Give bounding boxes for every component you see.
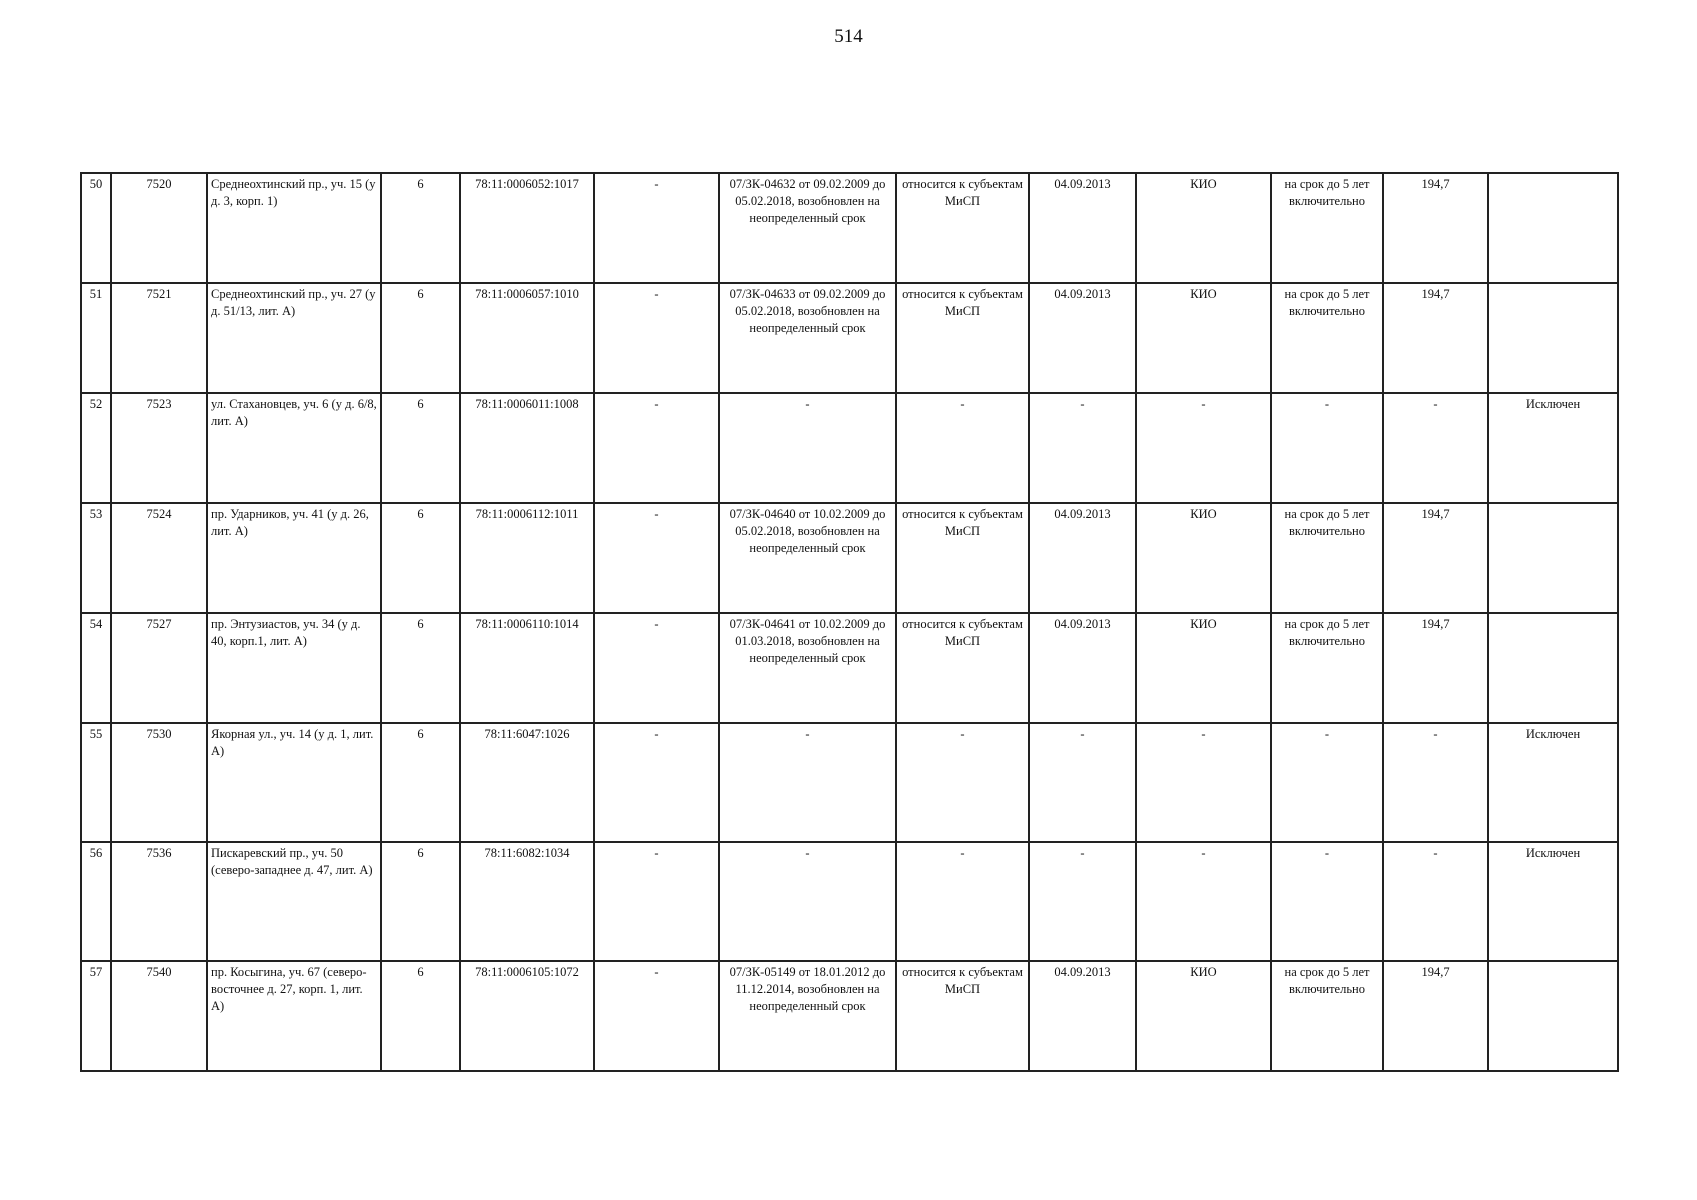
code-cell: 7524: [111, 503, 207, 613]
note-cell: Исключен: [1488, 842, 1618, 961]
category-cell: относится к субъектам МиСП: [896, 173, 1029, 283]
note-cell: [1488, 503, 1618, 613]
dash-cell: -: [594, 393, 719, 503]
term-cell: -: [1271, 842, 1383, 961]
organization-cell: КИО: [1136, 503, 1271, 613]
dash-cell: -: [594, 842, 719, 961]
row-number-cell: 50: [81, 173, 111, 283]
contract-cell: 07/ЗК-04632 от 09.02.2009 до 05.02.2018, возобновлен на неопределенный срок: [719, 173, 896, 283]
contract-cell: -: [719, 393, 896, 503]
address-cell: Среднеохтинский пр., уч. 27 (у д. 51/13, лит. А): [207, 283, 381, 393]
table-row: [81, 393, 1618, 503]
cadastral-number-cell: 78:11:0006011:1008: [460, 393, 594, 503]
address-cell: ул. Стахановцев, уч. 6 (у д. 6/8, лит. А): [207, 393, 381, 503]
address-cell: пр. Косыгина, уч. 67 (северо-восточнее д. 27, корп. 1, лит. А): [207, 961, 381, 1071]
cadastral-number-cell: 78:11:0006105:1072: [460, 961, 594, 1071]
row-number-cell: 54: [81, 613, 111, 723]
code-cell: 7523: [111, 393, 207, 503]
row-number-cell: 51: [81, 283, 111, 393]
table-body: [81, 173, 1618, 1071]
cadastral-number-cell: 78:11:0006057:1010: [460, 283, 594, 393]
zone-cell: 6: [381, 723, 460, 842]
category-cell: -: [896, 393, 1029, 503]
table-row: [81, 283, 1618, 393]
area-cell: 194,7: [1383, 283, 1488, 393]
address-cell: пр. Ударников, уч. 41 (у д. 26, лит. А): [207, 503, 381, 613]
date-cell: 04.09.2013: [1029, 173, 1136, 283]
registry-table: [80, 172, 1619, 1072]
organization-cell: КИО: [1136, 173, 1271, 283]
area-cell: -: [1383, 842, 1488, 961]
table-row: [81, 173, 1618, 283]
row-number-cell: 56: [81, 842, 111, 961]
area-cell: -: [1383, 393, 1488, 503]
dash-cell: -: [594, 503, 719, 613]
organization-cell: КИО: [1136, 283, 1271, 393]
date-cell: 04.09.2013: [1029, 503, 1136, 613]
category-cell: относится к субъектам МиСП: [896, 283, 1029, 393]
contract-cell: 07/ЗК-04633 от 09.02.2009 до 05.02.2018, возобновлен на неопределенный срок: [719, 283, 896, 393]
code-cell: 7530: [111, 723, 207, 842]
date-cell: 04.09.2013: [1029, 961, 1136, 1071]
code-cell: 7520: [111, 173, 207, 283]
contract-cell: -: [719, 842, 896, 961]
note-cell: [1488, 173, 1618, 283]
code-cell: 7540: [111, 961, 207, 1071]
area-cell: 194,7: [1383, 613, 1488, 723]
organization-cell: -: [1136, 842, 1271, 961]
term-cell: -: [1271, 723, 1383, 842]
note-cell: Исключен: [1488, 393, 1618, 503]
organization-cell: КИО: [1136, 961, 1271, 1071]
row-number-cell: 55: [81, 723, 111, 842]
page-number: 514: [834, 26, 863, 47]
address-cell: Пискаревский пр., уч. 50 (северо-западнее д. 47, лит. А): [207, 842, 381, 961]
term-cell: на срок до 5 лет включительно: [1271, 961, 1383, 1071]
organization-cell: -: [1136, 723, 1271, 842]
contract-cell: 07/ЗК-04640 от 10.02.2009 до 05.02.2018, возобновлен на неопределенный срок: [719, 503, 896, 613]
cadastral-number-cell: 78:11:6047:1026: [460, 723, 594, 842]
note-cell: [1488, 961, 1618, 1071]
category-cell: относится к субъектам МиСП: [896, 613, 1029, 723]
area-cell: 194,7: [1383, 961, 1488, 1071]
date-cell: 04.09.2013: [1029, 283, 1136, 393]
contract-cell: -: [719, 723, 896, 842]
table-row: [81, 961, 1618, 1071]
zone-cell: 6: [381, 613, 460, 723]
area-cell: -: [1383, 723, 1488, 842]
category-cell: -: [896, 723, 1029, 842]
area-cell: 194,7: [1383, 173, 1488, 283]
term-cell: на срок до 5 лет включительно: [1271, 613, 1383, 723]
note-cell: [1488, 613, 1618, 723]
zone-cell: 6: [381, 961, 460, 1071]
area-cell: 194,7: [1383, 503, 1488, 613]
dash-cell: -: [594, 961, 719, 1071]
cadastral-number-cell: 78:11:0006052:1017: [460, 173, 594, 283]
contract-cell: 07/ЗК-04641 от 10.02.2009 до 01.03.2018, возобновлен на неопределенный срок: [719, 613, 896, 723]
dash-cell: -: [594, 723, 719, 842]
code-cell: 7527: [111, 613, 207, 723]
note-cell: Исключен: [1488, 723, 1618, 842]
dash-cell: -: [594, 613, 719, 723]
dash-cell: -: [594, 283, 719, 393]
date-cell: -: [1029, 393, 1136, 503]
term-cell: на срок до 5 лет включительно: [1271, 503, 1383, 613]
date-cell: -: [1029, 723, 1136, 842]
table-row: [81, 503, 1618, 613]
term-cell: на срок до 5 лет включительно: [1271, 173, 1383, 283]
category-cell: относится к субъектам МиСП: [896, 961, 1029, 1071]
code-cell: 7521: [111, 283, 207, 393]
organization-cell: КИО: [1136, 613, 1271, 723]
row-number-cell: 53: [81, 503, 111, 613]
row-number-cell: 57: [81, 961, 111, 1071]
table-row: [81, 842, 1618, 961]
term-cell: -: [1271, 393, 1383, 503]
cadastral-number-cell: 78:11:0006112:1011: [460, 503, 594, 613]
category-cell: относится к субъектам МиСП: [896, 503, 1029, 613]
organization-cell: -: [1136, 393, 1271, 503]
row-number-cell: 52: [81, 393, 111, 503]
date-cell: -: [1029, 842, 1136, 961]
address-cell: пр. Энтузиастов, уч. 34 (у д. 40, корп.1, лит. А): [207, 613, 381, 723]
cadastral-number-cell: 78:11:6082:1034: [460, 842, 594, 961]
zone-cell: 6: [381, 842, 460, 961]
zone-cell: 6: [381, 503, 460, 613]
dash-cell: -: [594, 173, 719, 283]
term-cell: на срок до 5 лет включительно: [1271, 283, 1383, 393]
note-cell: [1488, 283, 1618, 393]
zone-cell: 6: [381, 283, 460, 393]
contract-cell: 07/ЗК-05149 от 18.01.2012 до 11.12.2014, возобновлен на неопределенный срок: [719, 961, 896, 1071]
address-cell: Среднеохтинский пр., уч. 15 (у д. 3, корп. 1): [207, 173, 381, 283]
cadastral-number-cell: 78:11:0006110:1014: [460, 613, 594, 723]
code-cell: 7536: [111, 842, 207, 961]
table-row: [81, 613, 1618, 723]
address-cell: Якорная ул., уч. 14 (у д. 1, лит. А): [207, 723, 381, 842]
category-cell: -: [896, 842, 1029, 961]
table-row: [81, 723, 1618, 842]
zone-cell: 6: [381, 173, 460, 283]
zone-cell: 6: [381, 393, 460, 503]
date-cell: 04.09.2013: [1029, 613, 1136, 723]
